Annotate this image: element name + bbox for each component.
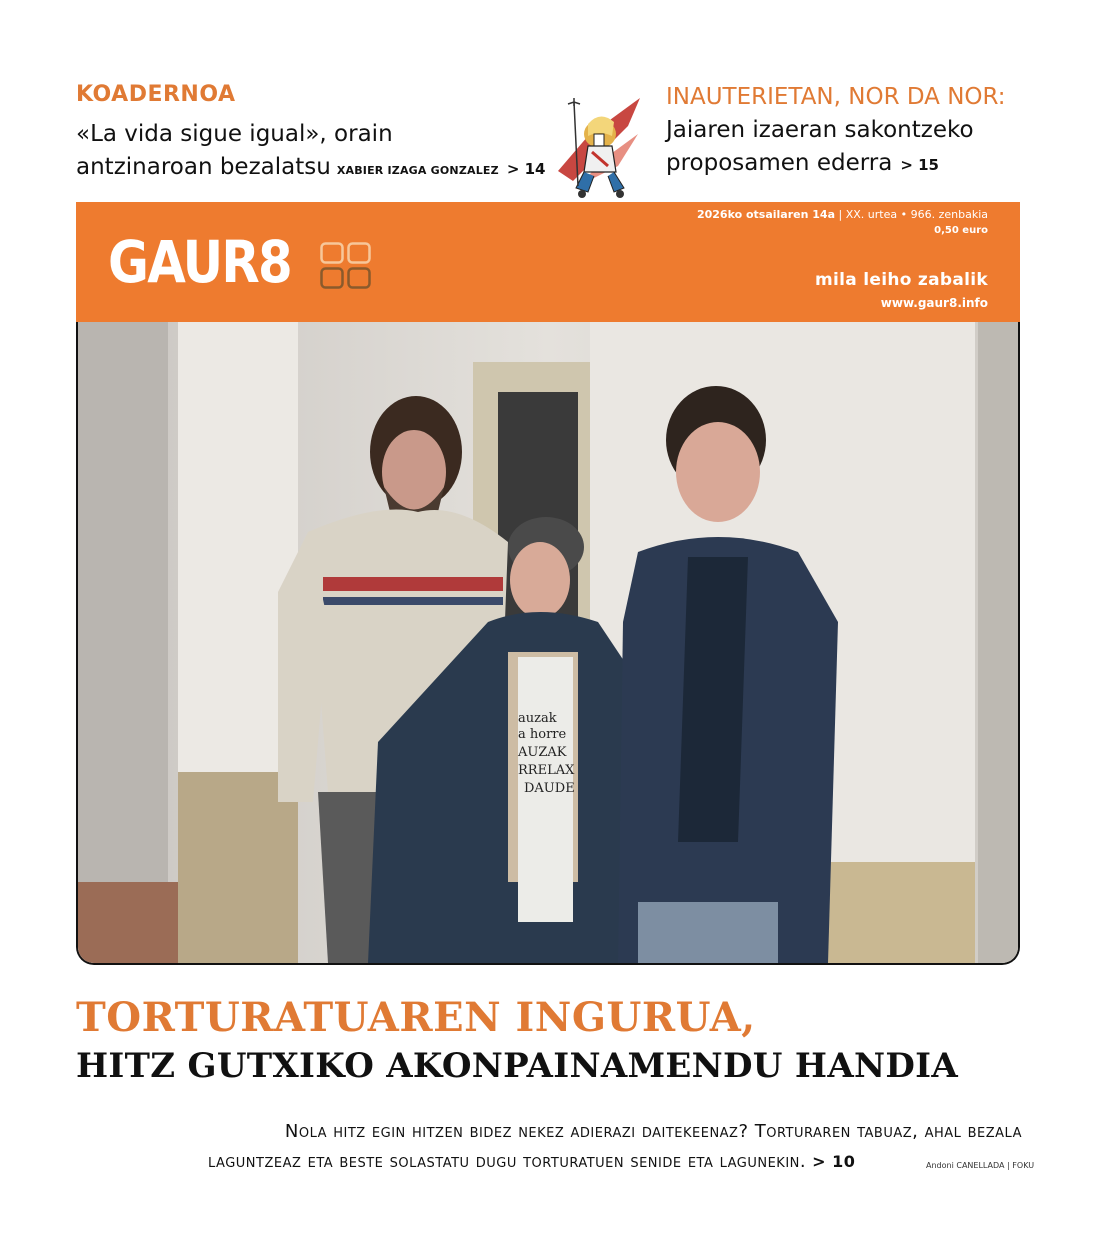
tshirt-text-line: RRELAX	[518, 763, 575, 778]
teaser-left-link[interactable]	[76, 118, 546, 187]
masthead	[76, 202, 1020, 322]
tshirt-text-line: auzak	[518, 711, 557, 726]
headline-line1[interactable]: TORTURATUAREN INGURUA,	[76, 994, 756, 1041]
deck-line1: Nola hitz egin hitzen bidez nekez adierazi daitekeenaz? Torturaren tabuaz, ahal bezala	[284, 1121, 1022, 1142]
teaser-left-line2: antzinaroan bezalatsu	[76, 154, 331, 180]
logo-grid-icon	[320, 242, 372, 290]
headline-line2[interactable]: HITZ GUTXIKO AKONPAINAMENDU HANDIA	[76, 1046, 959, 1086]
issue-date: 2026ko otsailaren 14a	[696, 208, 836, 221]
teaser-left-author: XABIER IZAGA GONZALEZ	[336, 164, 499, 177]
issue-number: 966. zenbakia	[910, 208, 988, 221]
issue-volume: XX. urtea	[845, 208, 898, 221]
tshirt-text-line: a horre	[518, 727, 567, 742]
price: 0,50 euro	[934, 225, 988, 236]
teaser-right-page-ref: > 15	[900, 156, 939, 174]
deck-line2-wrap	[208, 1151, 855, 1172]
carnival-illustration-icon	[548, 96, 648, 200]
deck-line2: laguntzeaz eta beste solastatu dugu torturatuen senide eta lagunekin.	[208, 1151, 807, 1172]
teaser-right-line2-wrap	[666, 147, 1046, 182]
tagline: mila leiho zabalik	[814, 270, 988, 290]
teaser-left-line2-wrap	[76, 151, 546, 187]
photo-credit: Andoni CANELLADA | FOKU	[926, 1161, 1035, 1170]
cover-photo	[76, 322, 1020, 965]
teaser-right-line2: proposamen ederra	[666, 150, 893, 176]
website-link[interactable]: www.gaur8.info	[880, 296, 988, 310]
teaser-right-kicker: INAUTERIETAN, NOR DA NOR:	[666, 84, 1006, 110]
tshirt-text-line: AUZAK	[518, 745, 567, 760]
teaser-left-line1: «La vida sigue igual», orain	[76, 121, 393, 147]
teaser-left-page-ref: > 14	[506, 160, 546, 178]
teaser-left-kicker: KOADERNOA	[76, 82, 236, 107]
issue-line: 2026ko otsailaren 14a | XX. urtea • 966. zenbakia	[696, 208, 988, 221]
teaser-right-link[interactable]	[666, 114, 1046, 182]
logo[interactable]: GAUR8	[108, 228, 292, 296]
deck-page-ref[interactable]: > 10	[812, 1152, 856, 1171]
tshirt-text-line: DAUDE	[524, 781, 575, 796]
teaser-right-line1: Jaiaren izaeran sakontzeko	[666, 117, 974, 143]
